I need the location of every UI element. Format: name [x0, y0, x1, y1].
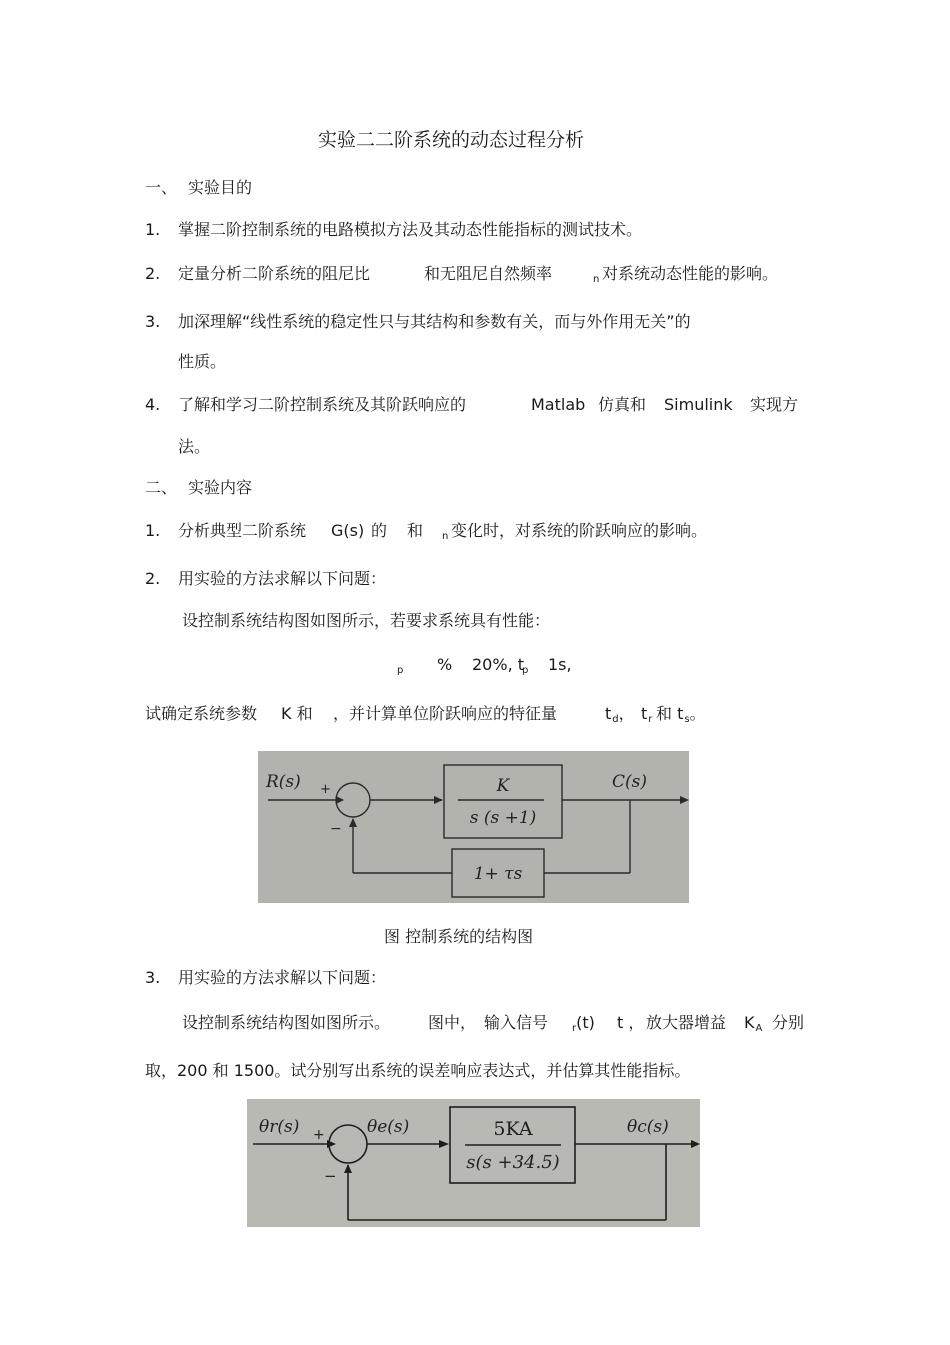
content-3-line-1-b: 图中， [428, 1013, 477, 1032]
section-2-number: 二、 [145, 478, 178, 497]
input-subscript-r: r [572, 1023, 577, 1034]
spec-subscript-p: p [397, 665, 404, 676]
block-diagram-1-svg [258, 751, 689, 903]
gain-subscript-a: A [755, 1023, 763, 1034]
input-label: R(s) [266, 772, 301, 792]
arrow-forward [439, 1140, 449, 1148]
objective-4-impl-text: 实现方 [750, 395, 799, 414]
td-subscript: d [612, 714, 619, 725]
content-3-line-1-c: 输入信号 [484, 1013, 549, 1032]
content-1-gs: G(s) [331, 521, 365, 540]
content-2-text: 用实验的方法求解以下问题： [178, 569, 387, 588]
arrow-feedback [344, 1164, 352, 1173]
forward-denominator: s(s +34.5) [466, 1152, 560, 1173]
content-2-line-a: 试确定系统参数 [145, 704, 258, 723]
objective-3-number: 3. [145, 312, 161, 331]
block-diagram-2-svg [247, 1099, 700, 1227]
objective-2-text-c: 对系统动态性能的影响。 [602, 264, 779, 283]
output-label: C(s) [612, 772, 647, 792]
output-label: θc(s) [627, 1117, 669, 1137]
arrow-output [691, 1140, 700, 1148]
content-1-text-a: 分析典型二阶系统 [178, 521, 307, 540]
content-2-k: K 和 [281, 704, 313, 723]
objective-2-text-a: 定量分析二阶系统的阻尼比 [178, 264, 371, 283]
objective-3-line-1: 加深理解“线性系统的稳定性只与其结构和参数有关，而与外作用无关”的 [178, 312, 691, 331]
objective-2-number: 2. [145, 264, 161, 283]
forward-denominator: s (s +1) [469, 808, 537, 828]
section-2-heading: 实验内容 [188, 478, 253, 497]
content-1-text-b: 变化时，对系统的阶跃响应的影响。 [451, 521, 708, 540]
section-1-heading: 实验目的 [188, 178, 253, 197]
content-3-line-2: 取，200 和 1500。试分别写出系统的误差响应表达式，并估算其性能指标。 [145, 1061, 691, 1080]
spec-subscript-p2: p [522, 665, 529, 676]
arrow-forward [434, 796, 443, 804]
arrow-sum [327, 1140, 336, 1148]
content-3-line-1-e: 分别 [772, 1013, 805, 1032]
block-diagram-2 [247, 1099, 700, 1227]
objective-4-line-2: 法。 [178, 437, 211, 456]
content-2-line-b: ，并计算单位阶跃响应的特征量 [333, 704, 558, 723]
arrow-output [680, 796, 689, 804]
objective-4-simulink: Simulink [664, 395, 733, 414]
plus-sign: + [313, 1127, 325, 1143]
input-label: θr(s) [259, 1117, 300, 1137]
td-t: t [605, 704, 612, 723]
forward-numerator: 5KA [493, 1118, 533, 1140]
content-1-number: 1. [145, 521, 161, 540]
spec-percent: % [437, 655, 453, 674]
content-3-number: 3. [145, 968, 161, 987]
objective-4-sim-text: 仿真和 [598, 395, 647, 414]
objective-1-number: 1. [145, 220, 161, 239]
forward-numerator: K [496, 776, 510, 796]
block-diagram-1 [258, 751, 689, 903]
content-3-text: 用实验的方法求解以下问题： [178, 968, 387, 987]
ts-subscript: s [684, 714, 690, 725]
error-label: θe(s) [367, 1117, 410, 1137]
content-3-line-1-d: 放大器增益 [646, 1013, 727, 1032]
tr-t: t [641, 704, 648, 723]
input-rt: (t) [576, 1013, 595, 1032]
ts-and: 和 t [656, 704, 684, 723]
input-t: t ， [617, 1013, 645, 1032]
objective-4-line-1-a: 了解和学习二阶控制系统及其阶跃响应的 [178, 395, 467, 414]
plus-sign: + [320, 782, 331, 797]
minus-sign: − [324, 1167, 337, 1185]
content-2-number: 2. [145, 569, 161, 588]
objective-1-text: 掌握二阶控制系统的电路模拟方法及其动态性能指标的测试技术。 [178, 220, 643, 239]
tr-subscript: r [648, 714, 653, 725]
td-comma: ， [618, 704, 635, 723]
objective-2-text-b: 和无阻尼自然频率 [424, 264, 553, 283]
objective-2-subscript-n: n [593, 274, 600, 285]
objective-3-line-2: 性质。 [178, 352, 227, 371]
feedback-label: 1+ τs [473, 864, 523, 884]
figure-1-caption: 图 控制系统的结构图 [384, 927, 534, 946]
objective-4-number: 4. [145, 395, 161, 414]
content-1-de: 的 [371, 521, 388, 540]
ts-end: 。 [689, 704, 706, 723]
minus-sign: − [330, 821, 342, 837]
spec-value: 20%, t [472, 655, 525, 674]
gain-k: K [744, 1013, 755, 1032]
spec-time: 1s, [548, 655, 572, 674]
content-2-subtext: 设控制系统结构图如图所示，若要求系统具有性能： [182, 611, 551, 630]
content-1-subscript-n: n [442, 531, 449, 542]
content-1-he: 和 [407, 521, 424, 540]
content-3-line-1-a: 设控制系统结构图如图所示。 [182, 1013, 391, 1032]
objective-4-matlab: Matlab [531, 395, 586, 414]
arrow-feedback [349, 818, 357, 827]
page-title: 实验二二阶系统的动态过程分析 [318, 129, 585, 151]
arrow-sum [336, 796, 344, 804]
section-1-number: 一、 [145, 178, 178, 197]
